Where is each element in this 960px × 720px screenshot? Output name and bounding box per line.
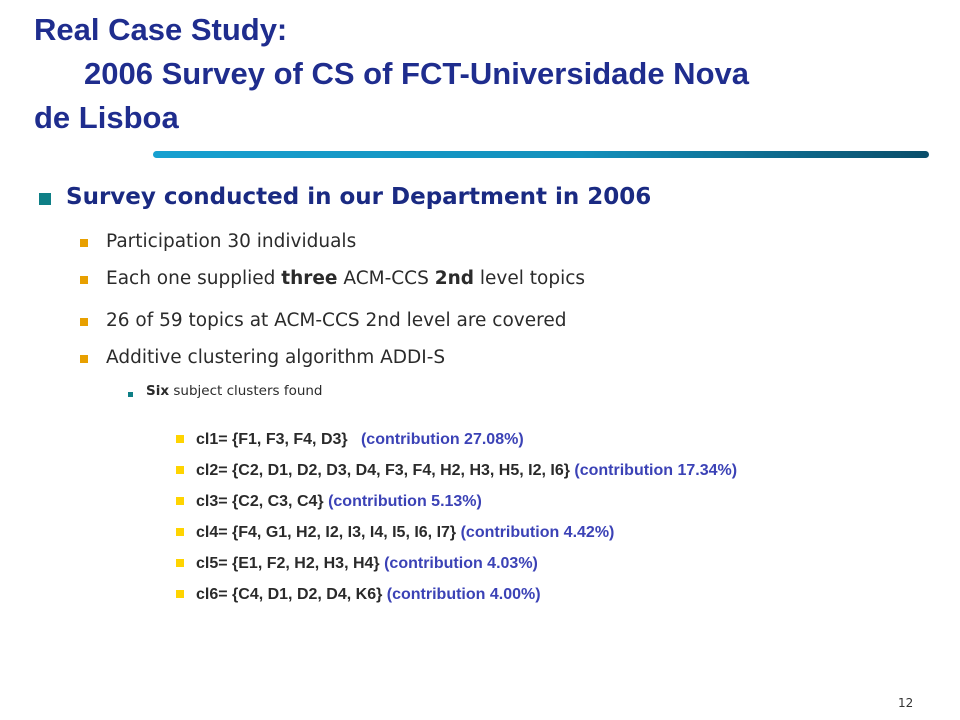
sub-bullet-algorithm: Additive clustering algorithm ADDI-S — [106, 347, 446, 368]
square-bullet-icon — [39, 193, 51, 205]
cluster-2 — [196, 462, 737, 480]
cluster-6 — [196, 586, 541, 604]
text-segment: Each one supplied — [106, 268, 282, 289]
cluster-5 — [196, 555, 538, 573]
cluster-4 — [196, 524, 614, 542]
title-underline-bar — [153, 151, 929, 158]
square-bullet-icon — [176, 559, 184, 567]
square-bullet-icon — [80, 276, 88, 284]
main-bullet-text: Survey conducted in our Department in 2006 — [66, 184, 652, 210]
cluster-3 — [196, 493, 482, 511]
square-bullet-icon — [176, 497, 184, 505]
sub-bullet-coverage: 26 of 59 topics at ACM-CCS 2nd level are covered — [106, 310, 567, 331]
cluster-definition: cl2= {C2, D1, D2, D3, D4, F3, F4, H2, H3, H5, I2, I6} — [196, 462, 575, 479]
page-number: 12 — [898, 696, 914, 710]
bold-2nd: 2nd — [434, 268, 475, 289]
cluster-definition: cl4= {F4, G1, H2, I2, I3, I4, I5, I6, I7} — [196, 524, 461, 541]
title-line-1: Real Case Study: — [34, 12, 288, 47]
cluster-1 — [196, 431, 524, 449]
slide-title — [34, 8, 934, 140]
cluster-definition: cl5= {E1, F2, H2, H3, H4} — [196, 555, 385, 572]
square-bullet-icon — [80, 355, 88, 363]
text-segment: ACM-CCS — [337, 268, 435, 289]
square-bullet-icon — [176, 435, 184, 443]
square-bullet-icon — [80, 239, 88, 247]
text-segment: subject clusters found — [169, 383, 323, 399]
cluster-contribution: (contribution 4.00%) — [386, 586, 541, 603]
square-bullet-icon — [176, 466, 184, 474]
bold-six: Six — [146, 383, 170, 399]
third-bullet-clusters-found — [146, 383, 323, 399]
cluster-contribution: (contribution 4.03%) — [384, 555, 538, 572]
cluster-contribution: (contribution 27.08%) — [360, 431, 524, 448]
square-bullet-icon — [128, 392, 133, 397]
cluster-definition: cl3= {C2, C3, C4} — [196, 493, 329, 510]
cluster-contribution: (contribution 5.13%) — [328, 493, 482, 510]
sub-bullet-topics-supplied — [106, 268, 585, 289]
cluster-contribution: (contribution 17.34%) — [574, 462, 738, 479]
square-bullet-icon — [176, 590, 184, 598]
text-segment: level topics — [474, 268, 586, 289]
sub-bullet-participation: Participation 30 individuals — [106, 231, 357, 252]
cluster-contribution: (contribution 4.42%) — [460, 524, 615, 541]
cluster-definition: cl6= {C4, D1, D2, D4, K6} — [196, 586, 387, 603]
square-bullet-icon — [176, 528, 184, 536]
square-bullet-icon — [80, 318, 88, 326]
title-line-2: 2006 Survey of CS of FCT-Universidade Nova — [84, 56, 749, 91]
cluster-definition: cl1= {F1, F3, F4, D3} — [196, 431, 361, 448]
bold-three: three — [281, 268, 338, 289]
title-line-3: de Lisboa — [34, 100, 179, 135]
